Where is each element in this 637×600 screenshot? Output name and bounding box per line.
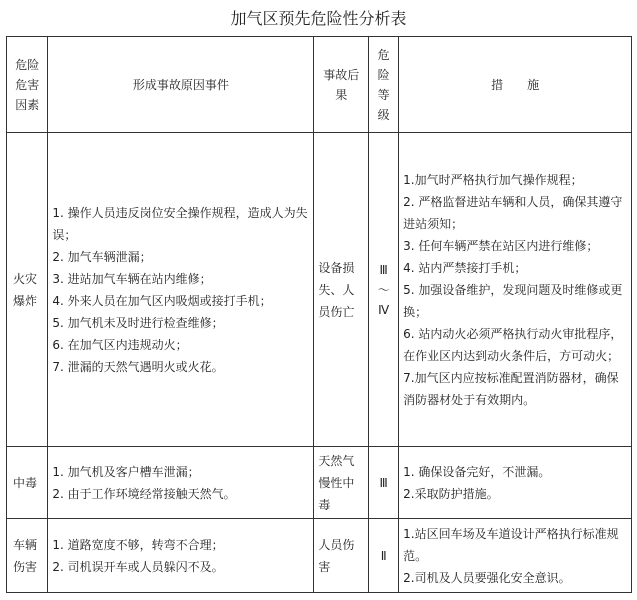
level-bottom: Ⅳ xyxy=(378,302,390,317)
cause-cell xyxy=(48,447,314,519)
header-measures: 措 施 xyxy=(399,37,632,133)
table-row xyxy=(7,447,632,519)
level-cell xyxy=(369,133,399,447)
measure-item: 5. 加强设备维护，发现问题及时维修或更换； xyxy=(403,282,623,319)
cause-item: 6. 在加气区内违规动火； xyxy=(52,337,188,352)
cause-item: 7. 泄漏的天然气遇明火或火花。 xyxy=(52,359,224,374)
measure-item: 1.站区回车场及车道设计严格执行标准规范。 xyxy=(403,526,619,563)
level-cell: Ⅱ xyxy=(369,519,399,593)
measure-item: 7.加气区内应按标准配置消防器材，确保消防器材处于有效期内。 xyxy=(403,370,619,407)
measures-list xyxy=(403,461,627,505)
header-row xyxy=(7,37,632,133)
measure-item: 4. 站内严禁接打手机； xyxy=(403,260,527,275)
page-title: 加气区预先危险性分析表 xyxy=(230,9,407,28)
hazard-analysis-table xyxy=(6,36,632,593)
cause-item: 4. 外来人员在加气区内吸烟或接打手机； xyxy=(52,293,272,308)
cause-list xyxy=(52,202,309,378)
measures-cell xyxy=(399,133,632,447)
measures-list xyxy=(403,169,627,411)
cause-list xyxy=(52,534,309,578)
measures-cell xyxy=(399,519,632,593)
cause-cell xyxy=(48,519,314,593)
hazard-cell: 火灾爆炸 xyxy=(7,133,48,447)
measure-item: 2.司机及人员要强化安全意识。 xyxy=(403,570,571,585)
table-row xyxy=(7,133,632,447)
header-hazard: 危险危害因素 xyxy=(7,37,48,133)
header-consequence: 事故后果 xyxy=(314,37,369,133)
cause-list xyxy=(52,461,309,505)
cause-item: 2. 由于工作环境经常接触天然气。 xyxy=(52,486,236,501)
level-cell: Ⅲ xyxy=(369,447,399,519)
measure-item: 6. 站内动火必须严格执行动火审批程序，在作业区内达到动火条件后，方可动火； xyxy=(403,326,623,363)
hazard-cell: 中毒 xyxy=(7,447,48,519)
consequence-cell: 设备损失、人员伤亡 xyxy=(314,133,369,447)
measures-list xyxy=(403,523,627,589)
cause-item: 2. 司机误开车或人员躲闪不及。 xyxy=(52,559,224,574)
measure-item: 2. 严格监督进站车辆和人员，确保其遵守进站须知； xyxy=(403,194,623,231)
table-row xyxy=(7,519,632,593)
cause-item: 3. 进站加气车辆在站内维修； xyxy=(52,271,212,286)
cause-item: 5. 加气机未及时进行检查维修； xyxy=(52,315,224,330)
cause-item: 1. 操作人员违反岗位安全操作规程，造成人为失误； xyxy=(52,205,308,242)
header-cause: 形成事故原因事件 xyxy=(48,37,314,133)
cause-cell xyxy=(48,133,314,447)
measures-cell xyxy=(399,447,632,519)
measure-item: 3. 任何车辆严禁在站区内进行维修； xyxy=(403,238,599,253)
level-mid: ～ xyxy=(377,282,390,297)
header-level: 危险等级 xyxy=(369,37,399,133)
measure-item: 2.采取防护措施。 xyxy=(403,486,499,501)
consequence-cell: 人员伤害 xyxy=(314,519,369,593)
cause-item: 2. 加气车辆泄漏； xyxy=(52,249,152,264)
cause-item: 1. 道路宽度不够，转弯不合理； xyxy=(52,537,224,552)
consequence-cell: 天然气慢性中毒 xyxy=(314,447,369,519)
measure-item: 1.加气时严格执行加气操作规程； xyxy=(403,172,583,187)
measure-item: 1. 确保设备完好，不泄漏。 xyxy=(403,464,551,479)
cause-item: 1. 加气机及客户槽车泄漏； xyxy=(52,464,200,479)
level-top: Ⅲ xyxy=(379,262,388,277)
hazard-cell: 车辆伤害 xyxy=(7,519,48,593)
